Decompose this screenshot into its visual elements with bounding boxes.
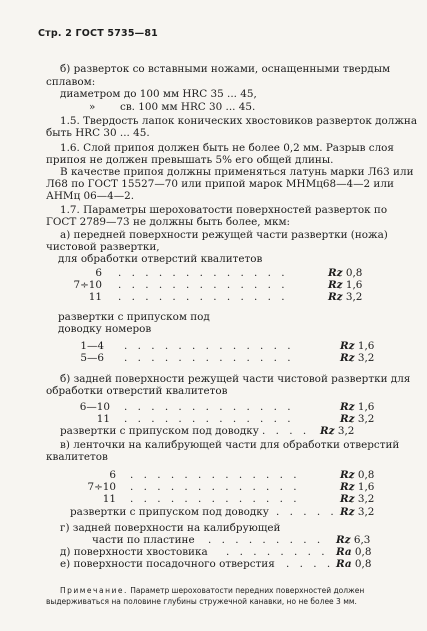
row-label: 11 [88, 291, 102, 303]
para-17-line2: ГОСТ 2789—73 не должны быть более, мкм: [46, 216, 291, 228]
para-16-line5: АНМц 06—4—2. [46, 190, 135, 202]
param-symbol: Rz [320, 425, 335, 437]
param-symbol: Ra [336, 546, 352, 558]
leader-dots: . . . . . . . . . . . . . [130, 469, 301, 481]
param-symbol: Rz [340, 340, 355, 352]
leader-dots: . . . . . . . . . . . . . [130, 481, 301, 493]
item-v-line1: в) ленточки на калибрующей части для обработки отверстий [60, 439, 400, 451]
leader-dots: . . . . . . . . . . . . . [118, 279, 289, 291]
param-symbol: Rz [340, 481, 355, 493]
row-label: 7÷10 [87, 481, 116, 493]
param-value: 0,8 [357, 469, 375, 481]
leader-dots: . . . . . . . . . . . . . [118, 267, 289, 279]
item-d-line1: д) поверхности хвостовика [60, 546, 208, 558]
param-value: 1,6 [357, 340, 375, 352]
para-15-line1: 1.5. Твердость лапок конических хвостовиков разверток должна [60, 115, 418, 127]
param-value: 3,2 [357, 506, 375, 518]
row-label: 6 [109, 469, 116, 481]
leader-dots: . . . . . . . . . [208, 534, 324, 546]
row-label: 11 [96, 413, 110, 425]
param-value: 0,8 [354, 558, 372, 570]
param-symbol: Ra [336, 558, 352, 570]
item-a-line4: развертки с припуском под [58, 311, 210, 323]
param-value: 1,6 [345, 279, 363, 291]
leader-dots: . . . . . . . . . . . . . [118, 291, 289, 303]
page-header: Стр. 2 ГОСТ 5735—81 [38, 28, 158, 39]
item-a-line1: а) передней поверхности режущей части развертки (ножа) [60, 229, 388, 241]
row-label: 6 [95, 267, 102, 279]
item-b-line3: развертки с припуском под доводку [60, 425, 259, 437]
footnote-label: Примечание. [60, 586, 128, 595]
footnote-line1 [60, 586, 364, 595]
item-v-line2: квалитетов [46, 451, 108, 463]
para-b-ditto: » [89, 101, 96, 113]
param-value: 6,3 [353, 534, 371, 546]
para-b-line1: б) разверток со вставными ножами, оснащенными твердым [60, 63, 391, 75]
param-value: 0,8 [345, 267, 363, 279]
para-17-line1: 1.7. Параметры шероховатости поверхностей разверток по [60, 204, 388, 216]
item-e-line1: е) поверхности посадочного отверстия [60, 558, 275, 570]
row-label: 7÷10 [73, 279, 102, 291]
param-symbol: Rz [340, 413, 355, 425]
param-value: 1,6 [357, 401, 375, 413]
item-a-line5: доводку номеров [58, 323, 152, 335]
leader-dots: . . . . [262, 425, 310, 437]
leader-dots: . . . . . . . . . . . . . [124, 340, 295, 352]
footnote-line2: выдерживаться на половине глубины стружечной канавки, но не более 3 мм. [46, 597, 357, 606]
param-symbol: Rz [340, 506, 355, 518]
para-b-line2: сплавом: [46, 76, 96, 88]
param-value: 3,2 [337, 425, 355, 437]
item-g-line2: части по пластине [92, 534, 195, 546]
item-v-line3: развертки с припуском под доводку [70, 506, 269, 518]
param-value: 3,2 [357, 352, 375, 364]
para-16-line1: 1.6. Слой припоя должен быть не более 0,2 мм. Разрыв слоя [60, 142, 394, 154]
param-symbol: Rz [336, 534, 351, 546]
leader-dots: . . . . . [276, 506, 338, 518]
row-label: 1—4 [80, 340, 104, 352]
row-label: 11 [102, 493, 116, 505]
param-symbol: Rz [340, 493, 355, 505]
param-symbol: Rz [340, 469, 355, 481]
item-a-line3: для обработки отверстий квалитетов [58, 253, 263, 265]
param-value: 1,6 [357, 481, 375, 493]
param-symbol: Rz [328, 267, 343, 279]
para-16-line2: припоя не должен превышать 5% его общей длины. [46, 154, 334, 166]
item-g-line1: г) задней поверхности на калибрующей [60, 522, 281, 534]
leader-dots: . . . . . . . . . . . . . [124, 401, 295, 413]
footnote-text1: Параметр шероховатости передних поверхностей должен [130, 586, 365, 595]
para-16-line3: В качестве припоя должны применяться латунь марки Л63 или [60, 166, 414, 178]
param-symbol: Rz [328, 279, 343, 291]
item-b-line2: обработки отверстий квалитетов [46, 385, 228, 397]
row-label: 6—10 [79, 401, 110, 413]
item-b-line1: б) задней поверхности режущей части чистовой развертки для [60, 373, 411, 385]
param-value: 3,2 [357, 413, 375, 425]
para-16-line4: Л68 по ГОСТ 15527—70 или припой марок МНМц68—4—2 или [46, 178, 394, 190]
param-symbol: Rz [340, 401, 355, 413]
item-a-line2: чистовой развертки, [46, 241, 160, 253]
param-symbol: Rz [340, 352, 355, 364]
param-value: 3,2 [357, 493, 375, 505]
param-value: 3,2 [345, 291, 363, 303]
param-value: 0,8 [354, 546, 372, 558]
para-b-line3: диаметром до 100 мм HRC 35 ... 45, [60, 88, 257, 100]
leader-dots: . . . . . . . . [226, 546, 329, 558]
row-label: 5—6 [80, 352, 104, 364]
leader-dots: . . . . . . . . . . . . . [124, 352, 295, 364]
leader-dots: . . . . . . . . . . . . . [130, 493, 301, 505]
param-symbol: Rz [328, 291, 343, 303]
leader-dots: . . . . . . . . . . . . . [124, 413, 295, 425]
leader-dots: . . . . [286, 558, 334, 570]
para-15-line2: быть HRC 30 ... 45. [46, 127, 150, 139]
para-b-line4: св. 100 мм HRC 30 ... 45. [120, 101, 256, 113]
